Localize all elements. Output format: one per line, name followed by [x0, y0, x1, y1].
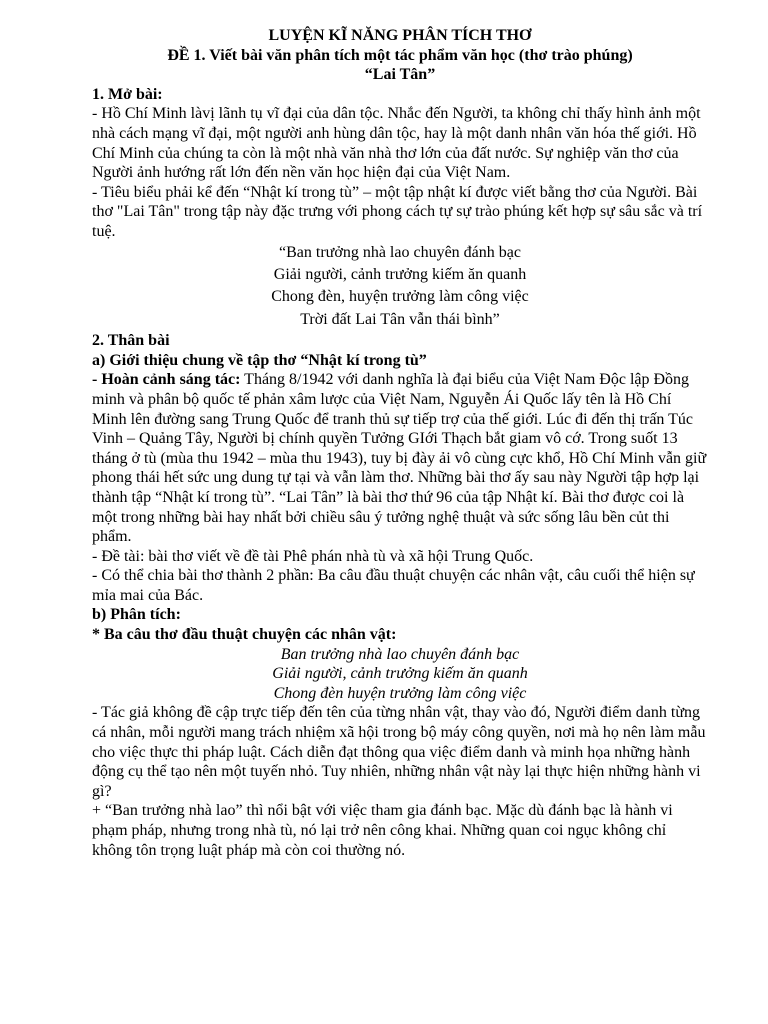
context-paragraph: [92, 370, 708, 546]
structure-paragraph: - Có thể chia bài thơ thành 2 phần: Ba câu đầu thuật chuyện các nhân vật, câu cuối thể hiện sự mỉa mai của Bác.: [92, 567, 695, 604]
analysis-paragraph-2: + “Ban trưởng nhà lao” thì nổi bật với việc tham gia đánh bạc. Mặc dù đánh bạc là hành vi phạm pháp, nhưng trong nhà tù, nó lại trở nên công khai. Những quan coi ngục không chỉ không tôn trọng luật pháp mà còn coi thường nó.: [92, 802, 673, 859]
context-text: Tháng 8/1942 với danh nghĩa là đại biểu của Việt Nam Độc lập Đồng minh và phân bộ quốc tế phản xâm lược của Việt Nam, Nguyễn Ái Quốc lấy tên là Hồ Chí Minh lên đường sang Trung Quốc để tranh thủ sự tiếp trợ của thế giới. Lúc đi đến thị trấn Túc Vinh – Quảng Tây, Người bị chính quyền Tưởng GIới Thạch bắt giam vô cớ. Trong suốt 13 tháng ở tù (mùa thu 1942 – mùa thu 1943), tuy bị đày ải vô cùng cực khổ, Hồ Chí Minh vẫn giữ phong thái hết sức ung dung tự tại và vẫn làm thơ. Những bài thơ ấy sau này Người tập hợp lại thành tập “Nhật kí trong tù”. “Lai Tân” là bài thơ thứ 96 của tập Nhật kí. Bài thơ được coi là một trong những bài hay nhất bởi chiều sâu ý tưởng nghệ thuật và sức sống lâu bền củt thi phẩm.: [92, 371, 707, 546]
poem-line: Chong đèn, huyện trưởng làm công việc: [271, 288, 529, 306]
analysis-poem: [92, 645, 708, 704]
poem-name: “Lai Tân”: [364, 66, 436, 84]
context-label: - Hoàn cảnh sáng tác:: [92, 371, 241, 389]
part1-heading: * Ba câu thơ đầu thuật chuyện các nhân vật:: [92, 626, 397, 644]
topic-paragraph: - Đề tài: bài thơ viết về đề tài Phê phán nhà tù và xã hội Trung Quốc.: [92, 547, 534, 565]
poem-line: “Ban trưởng nhà lao chuyên đánh bạc: [279, 243, 521, 261]
poem-line: Giải người, cảnh trưởng kiếm ăn quanh: [273, 265, 527, 283]
section-b-heading: b) Phân tích:: [92, 606, 181, 624]
intro-poem: [92, 242, 708, 332]
section-a-heading: a) Giới thiệu chung về tập thơ “Nhật kí trong tù”: [92, 351, 427, 369]
intro-heading: 1. Mở bài:: [92, 85, 163, 103]
body-heading: 2. Thân bài: [92, 332, 170, 350]
analysis-paragraph-1: - Tác giả không đề cập trực tiếp đến tên của từng nhân vật, thay vào đó, Người điểm danh từng cá nhân, mỗi người mang trách nhiệm xã hội trong bộ máy công quyền, nơi mà họ nên làm mẫu cho việc thực thi pháp luật. Cách diễn đạt thông qua việc điểm danh và minh họa những hành động cụ thể tạo nên một tuyến nhỏ. Tuy nhiên, những nhân vật này lại thực hiện những hành vi gì?: [92, 704, 706, 800]
intro-paragraph-2: - Tiêu biểu phải kể đến “Nhật kí trong tù” – một tập nhật kí được viết bằng thơ của Người. Bài thơ "Lai Tân" trong tập này đặc trưng với phong cách tự sự trào phúng kết hợp sự sâu sắc và trí tuệ.: [92, 183, 703, 240]
poem-line: Chong đèn huyện trưởng làm công việc: [273, 684, 527, 702]
poem-line: Giải người, cảnh trưởng kiếm ăn quanh: [272, 665, 528, 683]
intro-paragraph-1: - Hồ Chí Minh làvị lãnh tụ vĩ đại của dân tộc. Nhắc đến Người, ta không chỉ thấy hình ảnh một nhà cách mạng vĩ đại, một người anh hùng dân tộc, hay là một danh nhân văn hóa thế giới. Hồ Chí Minh của chúng ta còn là một nhà văn nhà thơ lớn của đất nước. Sự nghiệp văn thơ của Người ảnh hướng rất lớn đến nền văn học hiện đại của Việt Nam.: [92, 105, 701, 182]
poem-line: Ban trưởng nhà lao chuyên đánh bạc: [280, 645, 520, 663]
assignment-subtitle: ĐỀ 1. Viết bài văn phân tích một tác phẩm văn học (thơ trào phúng): [167, 46, 633, 64]
poem-line: Trời đất Lai Tân vẫn thái bình”: [300, 310, 500, 328]
document-title: LUYỆN KĨ NĂNG PHÂN TÍCH THƠ: [268, 27, 532, 44]
